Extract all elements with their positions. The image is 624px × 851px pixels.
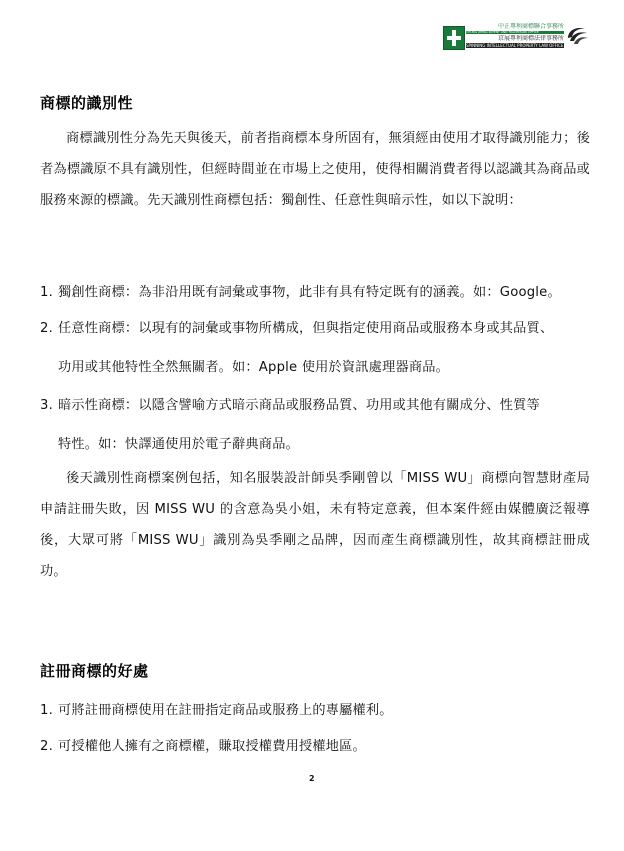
list-item-text: 獨創性商標：為非沿用既有詞彙或事物，此非有具有特定既有的涵義。如：Google。 [58,285,561,300]
list-item-number: 3. [40,398,53,413]
list-item-number: 1. [40,703,53,718]
section-title-registration-benefits: 註冊商標的好處 [40,662,149,680]
list-item [40,277,592,308]
section-title-distinctiveness: 商標的識別性 [40,94,134,112]
list-item-number: 2. [40,739,53,754]
logo-bar-green [466,31,564,34]
acquired-distinctiveness-paragraph: 後天識別性商標案例包括，知名服裝設計師吳季剛曾以「MISS WU」商標向智慧財產局申請註冊失敗，因 MISS WU 的含意為吳小姐，未有特定意義，但本案件經由媒體廣泛報導後，大眾可將「MISS WU」識別為吳季剛之品牌，因而產生商標識別性，故其商標註冊成功。 [40,471,590,579]
list-item-text: 任意性商標：以現有的詞彙或事物所構成，但與指定使用商品或服務本身或其品質、 [58,321,554,336]
list-item-text: 暗示性商標：以隱含譬喻方式暗示商品或服務品質、功用或其他有關成分、性質等 [58,398,540,413]
list-item-text: 可授權他人擁有之商標權，賺取授權費用授權地區。 [58,739,366,754]
list-item-text: 可將註冊商標使用在註冊指定商品或服務上的專屬權利。 [58,703,393,718]
intro-paragraph: 商標識別性分為先天與後天，前者指商標本身所固有，無須經由使用才取得識別能力；後者為標識原不具有識別性，但經時間並在市場上之使用，使得相關消費者得以認識其為商品或服務來源的標識。先天識別性商標包括：獨創性、任意性與暗示性，如以下說明： [40,131,590,208]
logo-text-block [466,23,564,49]
logo-bar-dark [466,43,564,48]
list-item [40,731,592,762]
list-item-number: 1. [40,285,53,300]
logo-line-1: 中正專利商標聯合事務所 [497,23,564,30]
logo-line-3: 京展專利商標法律事務所 [497,35,564,42]
list-item-continuation: 特性。如：快譯通使用於電子辭典商品。 [58,437,299,452]
list-item [40,313,592,383]
logo-line-2: CHUNG JHENG PATENT AND TRADEMARK OFFICE [466,31,539,34]
list-item [40,390,592,460]
list-item [40,695,592,726]
list-item-number: 2. [40,321,53,336]
list-item-continuation: 功用或其他特性全然無關者。如：Apple 使用於資訊處理器商品。 [58,360,450,375]
cross-logo-icon [443,26,465,50]
firm-logo [443,19,589,59]
logo-line-4: SPINNING INTELLECTUAL PROPERTY LAW OFFICE [466,43,564,48]
swirl-logo-icon [565,24,589,48]
page-number: 2 [309,774,315,783]
